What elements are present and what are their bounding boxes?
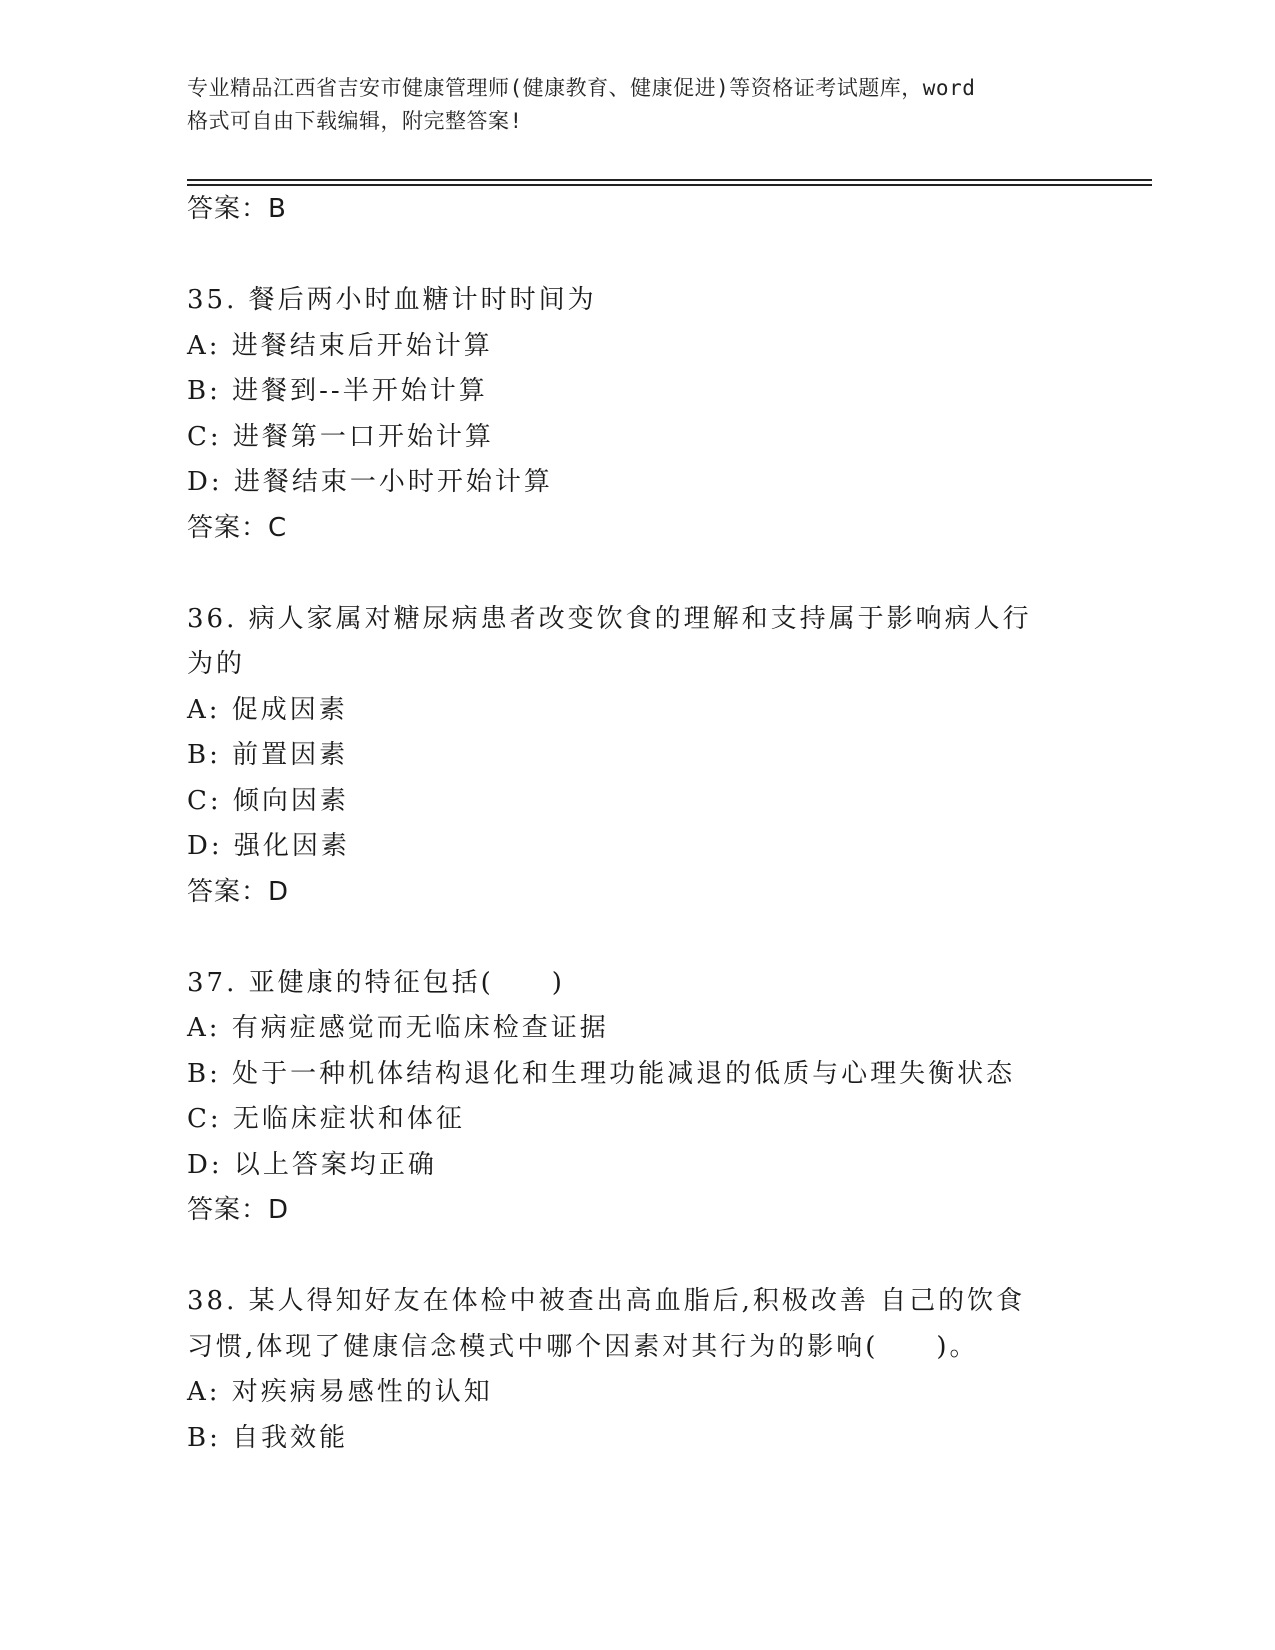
answer: 答案：C: [187, 512, 288, 543]
question-stem: 35. 餐后两小时血糖计时时间为: [187, 285, 597, 315]
option-c: C: 进餐第一口开始计算: [187, 421, 494, 452]
answer: 答案：D: [187, 1195, 290, 1225]
spacer: [187, 551, 1087, 597]
header-line-1: 专业精品江西省吉安市健康管理师(健康教育、健康促进)等资格证考试题库，word: [187, 76, 976, 100]
header-divider-bottom: [187, 184, 1152, 186]
question-36: [187, 597, 1087, 916]
option-d: D: 强化因素: [187, 831, 350, 861]
option-b: B: 进餐到--半开始计算: [187, 376, 488, 406]
question-38: [187, 1279, 1087, 1461]
option-b: B: 前置因素: [187, 740, 349, 770]
header-divider-top: [187, 179, 1152, 181]
option-d: D: 进餐结束一小时开始计算: [187, 467, 553, 497]
option-a: A: 促成因素: [187, 694, 348, 725]
document-header: [187, 72, 1087, 138]
question-stem: 38. 某人得知好友在体检中被查出高血脂后,积极改善 自己的饮食习惯,体现了健康信念模式中哪个因素对其行为的影响( )。: [187, 1286, 1026, 1362]
answer: 答案：D: [187, 876, 290, 907]
option-a: A: 进餐结束后开始计算: [187, 330, 493, 361]
option-b: B: 处于一种机体结构退化和生理功能减退的低质与心理失衡状态: [187, 1058, 1016, 1089]
option-a: A: 对疾病易感性的认知: [187, 1377, 493, 1407]
question-37: [187, 961, 1087, 1234]
header-line-2: 格式可自由下载编辑，附完整答案!: [187, 109, 523, 133]
option-a: A: 有病症感觉而无临床检查证据: [187, 1013, 609, 1043]
question-stem: 36. 病人家属对糖尿病患者改变饮食的理解和支持属于影响病人行为的: [187, 603, 1032, 679]
option-b: B: 自我效能: [187, 1422, 349, 1453]
option-c: C: 倾向因素: [187, 785, 349, 816]
spacer: [187, 915, 1087, 961]
option-d: D: 以上答案均正确: [187, 1149, 437, 1180]
question-35: [187, 278, 1087, 551]
document-body: [187, 187, 1087, 1461]
previous-answer: 答案：B: [187, 194, 287, 224]
spacer: [187, 1234, 1087, 1280]
question-stem: 37. 亚健康的特征包括( ): [187, 967, 565, 998]
spacer: [187, 233, 1087, 279]
option-c: C: 无临床症状和体征: [187, 1104, 465, 1134]
